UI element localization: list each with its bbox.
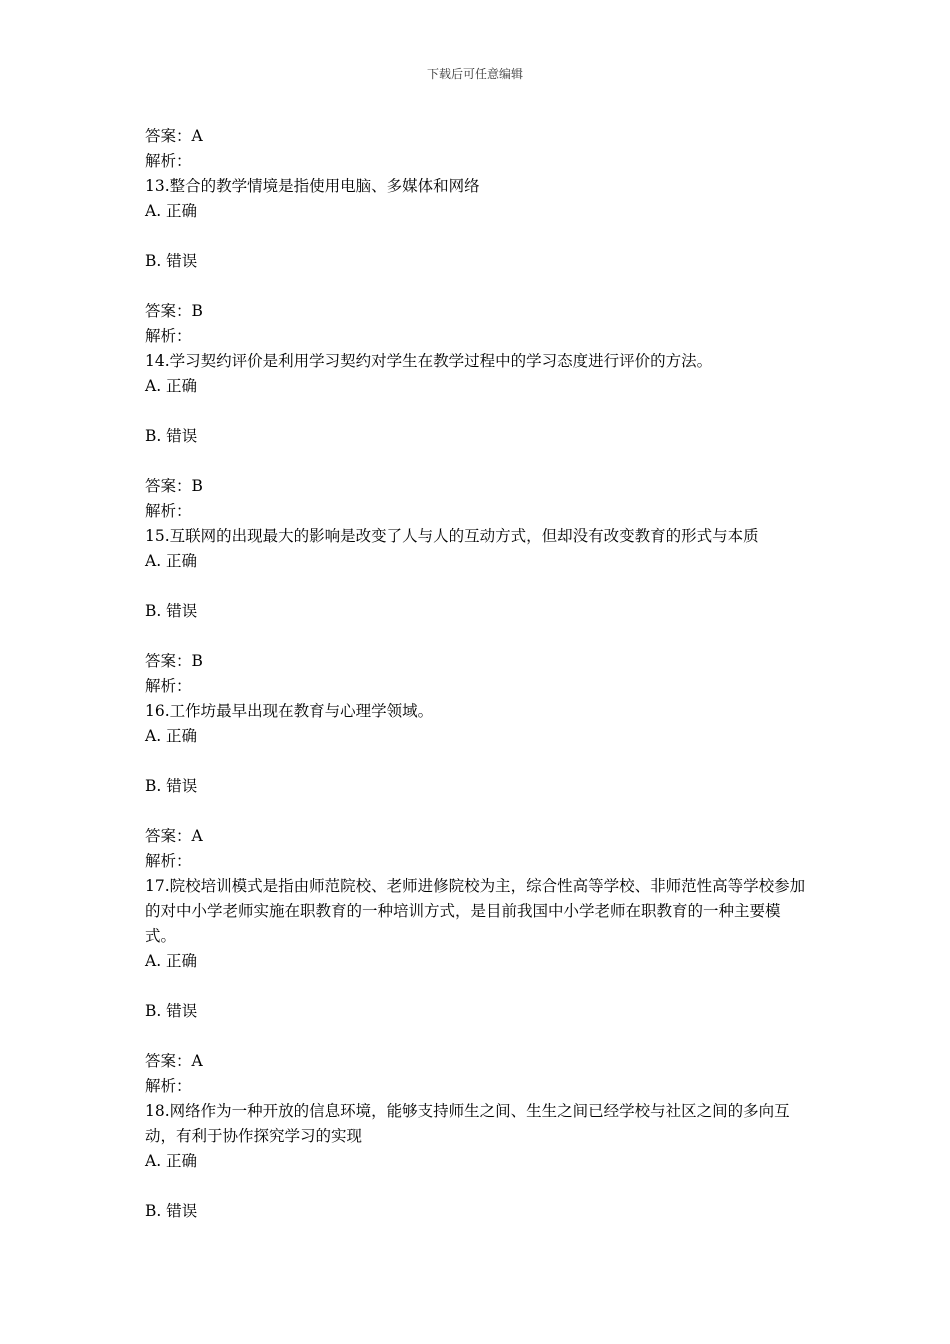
analysis-line: 解析： xyxy=(145,502,192,520)
option-a: A. 正确 xyxy=(145,202,198,220)
question-block xyxy=(145,349,810,524)
question-stem: 15.互联网的出现最大的影响是改变了人与人的互动方式，但却没有改变教育的形式与本质 xyxy=(145,527,759,545)
analysis-line: 解析： xyxy=(145,327,192,345)
document-body xyxy=(145,124,810,1224)
answer-line: 答案：A xyxy=(145,827,203,845)
analysis-line: 解析： xyxy=(145,152,192,170)
question-block xyxy=(145,524,810,699)
question-stem: 16.工作坊最早出现在教育与心理学领域。 xyxy=(145,702,434,720)
option-b: B. 错误 xyxy=(145,777,198,795)
question-block xyxy=(145,699,810,874)
answer-line: 答案：A xyxy=(145,127,203,145)
analysis-line: 解析： xyxy=(145,677,192,695)
option-a: A. 正确 xyxy=(145,552,198,570)
option-b: B. 错误 xyxy=(145,602,198,620)
question-stem: 14.学习契约评价是利用学习契约对学生在教学过程中的学习态度进行评价的方法。 xyxy=(145,352,713,370)
question-stem: 17.院校培训模式是指由师范院校、老师进修院校为主，综合性高等学校、非师范性高等学校参加的对中小学老师实施在职教育的一种培训方式，是目前我国中小学老师在职教育的一种主要模式。 xyxy=(145,877,806,945)
option-b: B. 错误 xyxy=(145,427,198,445)
page-header: 下载后可任意编辑 xyxy=(426,67,523,81)
option-a: A. 正确 xyxy=(145,952,198,970)
question-block xyxy=(145,174,810,349)
analysis-line: 解析： xyxy=(145,852,192,870)
question-block xyxy=(145,874,810,1099)
question-stem: 13.整合的教学情境是指使用电脑、多媒体和网络 xyxy=(145,177,480,195)
answer-line: 答案：B xyxy=(145,477,203,495)
option-b: B. 错误 xyxy=(145,1002,198,1020)
option-a: A. 正确 xyxy=(145,377,198,395)
answer-line: 答案：A xyxy=(145,1052,203,1070)
option-a: A. 正确 xyxy=(145,1152,198,1170)
option-a: A. 正确 xyxy=(145,727,198,745)
question-block xyxy=(145,1099,810,1224)
answer-line: 答案：B xyxy=(145,652,203,670)
question-stem: 18.网络作为一种开放的信息环境，能够支持师生之间、生生之间已经学校与社区之间的多向互动，有利于协作探究学习的实现 xyxy=(145,1102,790,1145)
option-b: B. 错误 xyxy=(145,1202,198,1220)
option-b: B. 错误 xyxy=(145,252,198,270)
analysis-line: 解析： xyxy=(145,1077,192,1095)
answer-line: 答案：B xyxy=(145,302,203,320)
